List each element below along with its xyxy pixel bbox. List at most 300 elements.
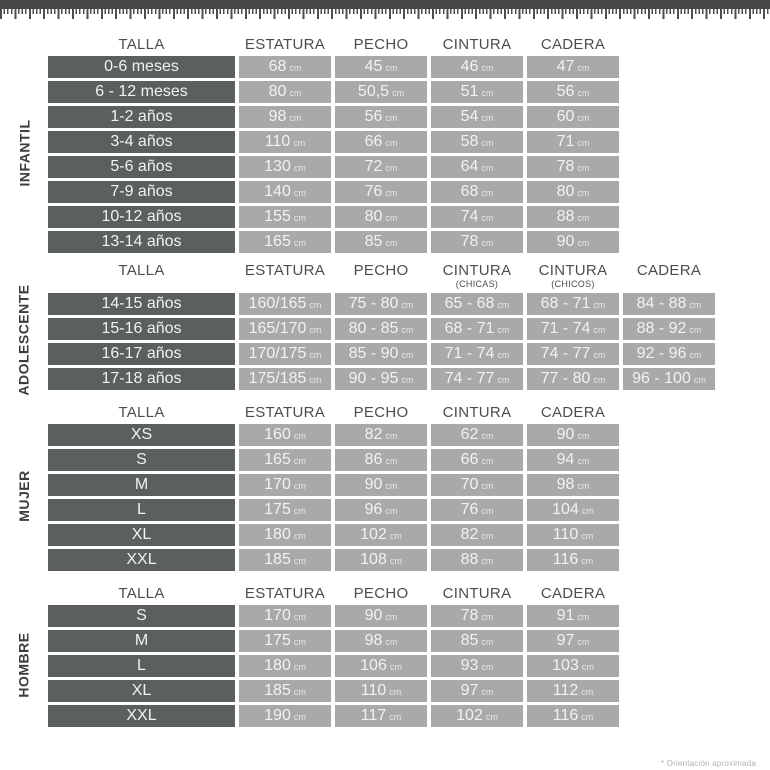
column-header <box>527 32 619 53</box>
measure-value: 77 - 80 <box>540 370 591 387</box>
measure-cell <box>431 474 523 496</box>
unit-label: cm <box>309 350 322 360</box>
measure-value: 170 <box>264 476 291 493</box>
measure-value: 140 <box>264 183 291 200</box>
column-header-label: ESTATURA <box>244 36 326 53</box>
unit-label: cm <box>581 556 594 566</box>
unit-label: cm <box>481 662 494 672</box>
size-cell: 7-9 años <box>48 181 235 203</box>
measure-cell <box>431 605 523 627</box>
tape-measure-ticks <box>0 9 770 22</box>
measure-value: 102 <box>456 707 483 724</box>
measure-value: 108 <box>360 551 387 568</box>
measure-cell <box>239 131 331 153</box>
measure-value: 91 <box>556 607 575 624</box>
unit-label: cm <box>392 88 405 98</box>
unit-label: cm <box>401 300 414 310</box>
measure-cell <box>431 424 523 446</box>
measure-cell <box>335 181 427 203</box>
unit-label: cm <box>581 687 594 697</box>
measure-cell <box>431 630 523 652</box>
measure-value: 66 <box>364 133 383 150</box>
measure-value: 68 <box>460 183 479 200</box>
size-cell: XS <box>48 424 235 446</box>
size-cell: 16-17 años <box>48 343 235 365</box>
measure-value: 78 <box>460 607 479 624</box>
measure-cell <box>527 499 619 521</box>
unit-label: cm <box>293 687 306 697</box>
measure-value: 80 - 85 <box>348 320 399 337</box>
unit-label: cm <box>481 687 494 697</box>
unit-label: cm <box>481 138 494 148</box>
unit-label: cm <box>481 188 494 198</box>
measure-value: 110 <box>264 133 291 150</box>
measure-value: 98 <box>556 476 575 493</box>
measure-value: 56 <box>556 83 575 100</box>
unit-label: cm <box>497 300 510 310</box>
measure-value: 64 <box>460 158 479 175</box>
measure-value: 74 - 77 <box>444 370 495 387</box>
measure-value: 160 <box>264 426 291 443</box>
size-table-infantil <box>48 32 770 253</box>
measure-cell <box>335 705 427 727</box>
measure-value: 74 <box>460 208 479 225</box>
unit-label: cm <box>593 325 606 335</box>
measure-value: 112 <box>552 682 579 699</box>
unit-label: cm <box>497 375 510 385</box>
measure-value: 180 <box>264 657 291 674</box>
measure-cell <box>239 655 331 677</box>
measure-cell <box>335 56 427 78</box>
measure-value: 175 <box>264 501 291 518</box>
measure-cell <box>239 56 331 78</box>
measure-value: 71 - 74 <box>540 320 591 337</box>
unit-label: cm <box>689 325 702 335</box>
unit-label: cm <box>577 456 590 466</box>
measure-value: 82 <box>460 526 479 543</box>
measure-value: 75 - 80 <box>348 295 399 312</box>
measure-cell <box>527 655 619 677</box>
size-cell: M <box>48 630 235 652</box>
unit-label: cm <box>577 138 590 148</box>
measure-cell <box>431 680 523 702</box>
section-adolescente <box>16 262 770 396</box>
measure-cell <box>335 343 427 365</box>
unit-label: cm <box>481 238 494 248</box>
measure-cell <box>527 680 619 702</box>
measure-value: 70 <box>460 476 479 493</box>
unit-label: cm <box>577 612 590 622</box>
measure-value: 85 - 90 <box>348 345 399 362</box>
unit-label: cm <box>289 88 302 98</box>
unit-label: cm <box>693 375 706 385</box>
column-header-label: ESTATURA <box>244 404 326 421</box>
unit-label: cm <box>497 350 510 360</box>
measure-cell <box>335 449 427 471</box>
unit-label: cm <box>593 375 606 385</box>
column-header <box>431 263 523 290</box>
measure-value: 160/165 <box>248 295 307 312</box>
measure-cell <box>335 81 427 103</box>
column-header <box>527 263 619 290</box>
measure-cell <box>527 524 619 546</box>
size-table-adolescente <box>48 263 770 390</box>
column-header <box>431 581 523 602</box>
column-header <box>527 581 619 602</box>
measure-value: 92 - 96 <box>636 345 687 362</box>
unit-label: cm <box>385 456 398 466</box>
measure-value: 84 - 88 <box>636 295 687 312</box>
unit-label: cm <box>385 431 398 441</box>
unit-label: cm <box>577 431 590 441</box>
column-header-label: CINTURA <box>442 262 512 279</box>
size-cell: 5-6 años <box>48 156 235 178</box>
unit-label: cm <box>385 188 398 198</box>
size-cell: 3-4 años <box>48 131 235 153</box>
measure-value: 175 <box>264 632 291 649</box>
unit-label: cm <box>293 531 306 541</box>
measure-value: 90 - 95 <box>348 370 399 387</box>
measure-cell <box>431 81 523 103</box>
section-mujer <box>16 400 770 571</box>
unit-label: cm <box>581 662 594 672</box>
measure-value: 110 <box>360 682 387 699</box>
measure-cell <box>239 605 331 627</box>
measure-cell <box>527 206 619 228</box>
measure-value: 86 <box>364 451 383 468</box>
column-header <box>239 263 331 290</box>
size-cell: M <box>48 474 235 496</box>
measure-cell <box>335 231 427 253</box>
measure-cell <box>335 424 427 446</box>
unit-label: cm <box>481 637 494 647</box>
measure-value: 90 <box>556 233 575 250</box>
footnote: * Orientación aproximada <box>660 759 756 768</box>
measure-cell <box>239 81 331 103</box>
measure-cell <box>431 549 523 571</box>
column-header-label: CINTURA <box>442 404 512 421</box>
measure-cell <box>527 549 619 571</box>
unit-label: cm <box>401 350 414 360</box>
unit-label: cm <box>385 637 398 647</box>
measure-value: 88 <box>556 208 575 225</box>
size-cell: 15-16 años <box>48 318 235 340</box>
size-cell: 6 - 12 meses <box>48 81 235 103</box>
measure-cell <box>239 549 331 571</box>
unit-label: cm <box>289 113 302 123</box>
unit-label: cm <box>293 138 306 148</box>
measure-value: 102 <box>360 526 387 543</box>
section-label-text: ADOLESCENTE <box>16 284 33 396</box>
unit-label: cm <box>481 506 494 516</box>
unit-label: cm <box>593 350 606 360</box>
measure-value: 46 <box>460 58 479 75</box>
measure-cell <box>623 318 715 340</box>
measure-cell <box>239 449 331 471</box>
measure-cell <box>239 181 331 203</box>
measure-value: 85 <box>364 233 383 250</box>
measure-cell <box>335 318 427 340</box>
column-header-label: ESTATURA <box>244 585 326 602</box>
unit-label: cm <box>481 612 494 622</box>
measure-value: 98 <box>268 108 287 125</box>
unit-label: cm <box>577 637 590 647</box>
measure-value: 78 <box>460 233 479 250</box>
measure-cell <box>527 630 619 652</box>
column-header <box>48 32 235 53</box>
column-header <box>335 32 427 53</box>
column-header-label: CADERA <box>540 404 606 421</box>
unit-label: cm <box>481 213 494 223</box>
section-hombre <box>16 581 770 727</box>
measure-cell <box>431 343 523 365</box>
measure-cell <box>239 206 331 228</box>
unit-label: cm <box>577 188 590 198</box>
unit-label: cm <box>293 456 306 466</box>
unit-label: cm <box>481 531 494 541</box>
unit-label: cm <box>389 712 402 722</box>
column-header <box>48 400 235 421</box>
measure-cell <box>239 680 331 702</box>
measure-cell <box>335 549 427 571</box>
unit-label: cm <box>293 238 306 248</box>
measure-cell <box>431 655 523 677</box>
measure-cell <box>239 156 331 178</box>
unit-label: cm <box>481 113 494 123</box>
section-label-text: INFANTIL <box>16 119 32 187</box>
measure-value: 106 <box>360 657 387 674</box>
measure-value: 185 <box>264 682 291 699</box>
unit-label: cm <box>293 431 306 441</box>
measure-value: 90 <box>556 426 575 443</box>
measure-cell <box>527 474 619 496</box>
unit-label: cm <box>289 63 302 73</box>
measure-cell <box>527 231 619 253</box>
column-header <box>335 263 427 290</box>
measure-value: 175/185 <box>248 370 307 387</box>
unit-label: cm <box>293 481 306 491</box>
measure-cell <box>527 293 619 315</box>
unit-label: cm <box>293 213 306 223</box>
measure-cell <box>527 368 619 390</box>
measure-cell <box>239 524 331 546</box>
column-header-label: CINTURA <box>442 585 512 602</box>
measure-value: 90 <box>364 607 383 624</box>
measure-cell <box>239 318 331 340</box>
measure-value: 97 <box>556 632 575 649</box>
unit-label: cm <box>385 481 398 491</box>
measure-cell <box>335 499 427 521</box>
section-label-text: HOMBRE <box>16 631 33 698</box>
size-cell: XL <box>48 524 235 546</box>
measure-value: 155 <box>264 208 291 225</box>
measure-cell <box>239 474 331 496</box>
measure-cell <box>527 81 619 103</box>
measure-cell <box>239 630 331 652</box>
unit-label: cm <box>497 325 510 335</box>
measure-value: 165 <box>264 233 291 250</box>
measure-value: 98 <box>364 632 383 649</box>
measure-value: 180 <box>264 526 291 543</box>
measure-value: 51 <box>460 83 479 100</box>
unit-label: cm <box>309 375 322 385</box>
measure-cell <box>239 293 331 315</box>
unit-label: cm <box>577 88 590 98</box>
measure-value: 50,5 <box>357 83 390 100</box>
measure-cell <box>527 131 619 153</box>
unit-label: cm <box>401 375 414 385</box>
measure-value: 78 <box>556 158 575 175</box>
unit-label: cm <box>385 238 398 248</box>
column-header <box>335 581 427 602</box>
unit-label: cm <box>385 63 398 73</box>
unit-label: cm <box>309 325 322 335</box>
size-cell: L <box>48 499 235 521</box>
measure-value: 185 <box>264 551 291 568</box>
measure-cell <box>335 655 427 677</box>
measure-cell <box>431 231 523 253</box>
measure-value: 110 <box>552 526 579 543</box>
measure-cell <box>431 499 523 521</box>
measure-value: 104 <box>552 501 579 518</box>
measure-cell <box>527 605 619 627</box>
measure-value: 62 <box>460 426 479 443</box>
measure-cell <box>623 368 715 390</box>
section-label-adolescente <box>0 284 48 396</box>
measure-cell <box>431 293 523 315</box>
measure-value: 190 <box>264 707 291 724</box>
measure-cell <box>431 131 523 153</box>
unit-label: cm <box>581 531 594 541</box>
measure-value: 103 <box>552 657 579 674</box>
size-cell: L <box>48 655 235 677</box>
size-table-mujer <box>48 400 770 571</box>
measure-cell <box>335 156 427 178</box>
measure-cell <box>527 106 619 128</box>
measure-value: 72 <box>364 158 383 175</box>
section-label-infantil <box>0 53 48 253</box>
unit-label: cm <box>577 213 590 223</box>
measure-cell <box>239 231 331 253</box>
measure-value: 88 - 92 <box>636 320 687 337</box>
unit-label: cm <box>481 163 494 173</box>
measure-cell <box>623 293 715 315</box>
unit-label: cm <box>481 481 494 491</box>
unit-label: cm <box>385 138 398 148</box>
measure-cell <box>335 605 427 627</box>
section-label-mujer <box>0 421 48 571</box>
measure-value: 94 <box>556 451 575 468</box>
measure-cell <box>239 705 331 727</box>
measure-value: 54 <box>460 108 479 125</box>
unit-label: cm <box>293 188 306 198</box>
size-table-hombre <box>48 581 770 727</box>
size-cell: S <box>48 605 235 627</box>
size-chart-tables <box>0 22 770 727</box>
unit-label: cm <box>293 637 306 647</box>
column-header-label: PECHO <box>353 262 409 279</box>
measure-value: 116 <box>552 707 579 724</box>
measure-cell <box>335 630 427 652</box>
measure-value: 45 <box>364 58 383 75</box>
unit-label: cm <box>293 506 306 516</box>
measure-value: 80 <box>364 208 383 225</box>
measure-cell <box>431 368 523 390</box>
measure-value: 47 <box>556 58 575 75</box>
unit-label: cm <box>385 163 398 173</box>
measure-value: 74 - 77 <box>540 345 591 362</box>
measure-cell <box>239 106 331 128</box>
unit-label: cm <box>389 531 402 541</box>
column-header <box>239 32 331 53</box>
unit-label: cm <box>689 350 702 360</box>
column-header-sublabel: (CHICOS) <box>551 279 595 289</box>
measure-value: 165/170 <box>248 320 307 337</box>
unit-label: cm <box>581 506 594 516</box>
column-header <box>239 581 331 602</box>
tape-measure-bar <box>0 0 770 9</box>
measure-cell <box>239 343 331 365</box>
measure-value: 88 <box>460 551 479 568</box>
measure-value: 71 - 74 <box>444 345 495 362</box>
size-cell: XL <box>48 680 235 702</box>
measure-cell <box>431 56 523 78</box>
unit-label: cm <box>293 612 306 622</box>
unit-label: cm <box>581 712 594 722</box>
measure-cell <box>239 499 331 521</box>
measure-cell <box>431 318 523 340</box>
unit-label: cm <box>481 63 494 73</box>
column-header <box>239 400 331 421</box>
unit-label: cm <box>309 300 322 310</box>
column-header-label: CINTURA <box>442 36 512 53</box>
size-cell: XXL <box>48 705 235 727</box>
measure-cell <box>239 424 331 446</box>
measure-cell <box>527 156 619 178</box>
size-cell: 0-6 meses <box>48 56 235 78</box>
column-header <box>431 32 523 53</box>
column-header-label: ESTATURA <box>244 262 326 279</box>
size-cell: 10-12 años <box>48 206 235 228</box>
measure-value: 71 <box>556 133 575 150</box>
measure-cell <box>527 424 619 446</box>
measure-cell <box>335 293 427 315</box>
section-label-text: MUJER <box>16 470 33 522</box>
size-cell: 14-15 años <box>48 293 235 315</box>
column-header <box>48 263 235 290</box>
unit-label: cm <box>385 506 398 516</box>
unit-label: cm <box>389 556 402 566</box>
column-header-label: CADERA <box>540 36 606 53</box>
measure-value: 96 <box>364 501 383 518</box>
column-header <box>431 400 523 421</box>
column-header-label: CADERA <box>636 262 702 279</box>
column-header-label: TALLA <box>118 585 165 602</box>
measure-cell <box>431 156 523 178</box>
column-header-label: CINTURA <box>538 262 608 279</box>
measure-value: 97 <box>460 682 479 699</box>
column-header-label: PECHO <box>353 404 409 421</box>
unit-label: cm <box>481 88 494 98</box>
measure-value: 56 <box>364 108 383 125</box>
unit-label: cm <box>481 456 494 466</box>
column-header <box>335 400 427 421</box>
size-cell: 13-14 años <box>48 231 235 253</box>
unit-label: cm <box>577 163 590 173</box>
size-cell: XXL <box>48 549 235 571</box>
size-cell: 17-18 años <box>48 368 235 390</box>
measure-cell <box>527 181 619 203</box>
